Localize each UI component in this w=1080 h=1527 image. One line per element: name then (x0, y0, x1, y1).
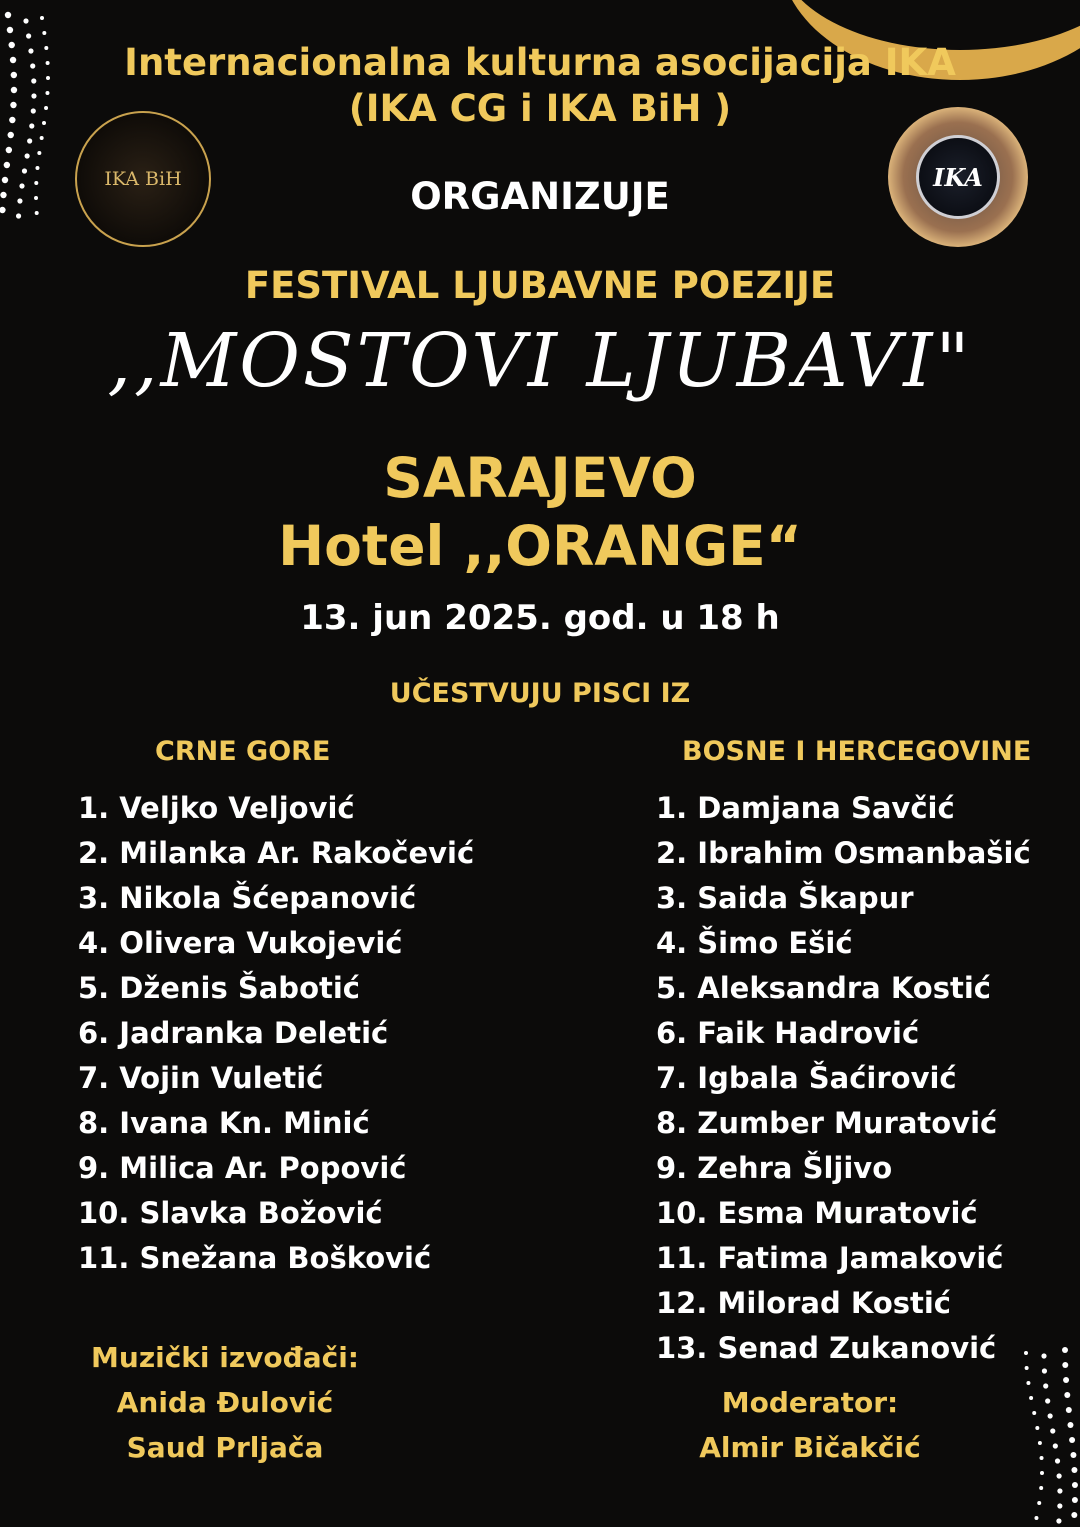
event-venue: Hotel ,,ORANGE“ (278, 514, 802, 578)
decorative-dot (7, 27, 13, 33)
decorative-dot (1064, 1392, 1070, 1398)
festival-name: FESTIVAL LJUBAVNE POEZIJE (244, 264, 836, 307)
decorative-dot (1055, 1458, 1060, 1463)
writer-list-item: 13. Senad Zukanović (656, 1331, 997, 1365)
writer-list-item: 7. Igbala Šaćirović (656, 1061, 957, 1095)
decorative-dot (1029, 1396, 1033, 1400)
writer-list-item: 1. Damjana Savčić (656, 791, 955, 825)
ika-bih-logo-text: IKA BiH (104, 168, 182, 190)
decorative-dot (1057, 1473, 1062, 1478)
decorative-dot (1045, 1398, 1050, 1403)
writer-list-item: 11. Fatima Jamaković (656, 1241, 1004, 1275)
writer-list-item: 4. Šimo Ešić (656, 926, 853, 960)
writer-list-item: 1. Veljko Veljović (78, 791, 355, 825)
organizuje-label: ORGANIZUJE (410, 175, 670, 218)
music-performer-name: Anida Đulović (116, 1386, 334, 1419)
writer-list-item: 6. Faik Hadrović (656, 1016, 920, 1050)
writer-list-item: 5. Dženis Šabotić (78, 971, 360, 1005)
writer-list-item: 6. Jadranka Deletić (78, 1016, 389, 1050)
decorative-dot (1062, 1347, 1068, 1353)
decorative-dot (1032, 1411, 1036, 1415)
participants-heading: UČESTVUJU PISCI IZ (389, 678, 691, 709)
decorative-dot (1048, 1413, 1053, 1418)
event-date: 13. jun 2025. god. u 18 h (300, 598, 780, 638)
decorative-dot (4, 162, 10, 168)
montenegro-writers-list (78, 786, 474, 1281)
writer-list-item: 11. Snežana Bošković (78, 1241, 432, 1275)
writer-list-item: 4. Olivera Vukojević (78, 926, 403, 960)
decorative-dot (6, 147, 12, 153)
decorative-dot (25, 153, 30, 158)
decorative-dot (40, 136, 44, 140)
decorative-dot (1040, 1456, 1044, 1460)
decorative-dot (1043, 1383, 1048, 1388)
decorative-dot (1066, 1407, 1072, 1413)
event-city: SARAJEVO (383, 446, 697, 510)
decorative-dot (27, 138, 32, 143)
decorative-dot (1071, 1467, 1077, 1473)
decorative-dot (8, 132, 14, 138)
writer-list-item: 2. Ibrahim Osmanbašić (656, 836, 1031, 870)
decorative-dot (5, 12, 11, 18)
bih-writers-list (656, 786, 1031, 1371)
moderator-name: Almir Bičakčić (699, 1431, 921, 1464)
decorative-dot (1070, 1452, 1076, 1458)
writer-list-item: 10. Slavka Božović (78, 1196, 383, 1230)
writer-list-item: 10. Esma Muratović (656, 1196, 978, 1230)
decorative-dot (1071, 1512, 1077, 1518)
decorative-dot (1053, 1443, 1058, 1448)
decorative-dot (1056, 1518, 1061, 1523)
music-performers-label: Muzički izvođači: (91, 1341, 359, 1374)
decorative-dot (1034, 1516, 1038, 1520)
decorative-dot (23, 18, 28, 23)
decorative-dot (42, 31, 46, 35)
bih-column-title: BOSNE I HERCEGOVINE (682, 736, 1032, 767)
decorative-dot (1038, 1441, 1042, 1445)
decorative-dot (1041, 1353, 1046, 1358)
writer-list-item: 9. Milica Ar. Popović (78, 1151, 407, 1185)
music-performers (60, 1335, 390, 1470)
decorative-dot (1026, 1381, 1030, 1385)
music-performer-name: Saud Prljača (126, 1431, 324, 1464)
decorative-dot (1042, 1368, 1047, 1373)
writer-list-item: 12. Milorad Kostić (656, 1286, 951, 1320)
writer-list-item: 8. Ivana Kn. Minić (78, 1106, 370, 1140)
decorative-dot (1069, 1437, 1075, 1443)
moderator-block (640, 1380, 980, 1470)
decorative-dot (1067, 1422, 1073, 1428)
decorative-dot (26, 33, 31, 38)
decorative-dot (37, 151, 41, 155)
organization-line-1: Internacionalna kulturna asocijacija IKA (124, 41, 956, 84)
writer-list-item: 7. Vojin Vuletić (78, 1061, 324, 1095)
decorative-dot (40, 16, 44, 20)
decorative-dot (1062, 1362, 1068, 1368)
decorative-dot (1035, 1426, 1039, 1430)
organization-line-2: (IKA CG i IKA BiH ) (348, 87, 732, 130)
decorative-dot (1057, 1488, 1062, 1493)
decorative-dot (35, 166, 39, 170)
decorative-dot (1050, 1428, 1055, 1433)
montenegro-column-title: CRNE GORE (155, 736, 331, 767)
writer-list-item: 8. Zumber Muratović (656, 1106, 998, 1140)
writer-list-item: 9. Zehra Šljivo (656, 1151, 893, 1185)
decorative-dot (1040, 1471, 1044, 1475)
writer-list-item: 3. Nikola Šćepanović (78, 881, 417, 915)
decorative-dot (1057, 1503, 1062, 1508)
writer-list-item: 3. Saida Škapur (656, 881, 914, 915)
ika-medal-logo-text: IKA (933, 162, 983, 192)
moderator-label: Moderator: (721, 1386, 899, 1419)
decorative-dot (1037, 1501, 1041, 1505)
decorative-dot (1063, 1377, 1069, 1383)
decorative-dot (22, 168, 27, 173)
decorative-dot (1072, 1482, 1078, 1488)
writer-list-item: 2. Milanka Ar. Rakočević (78, 836, 475, 870)
festival-title: ,,MOSTOVI LJUBAVI" (107, 318, 973, 404)
writer-list-item: 5. Aleksandra Kostić (656, 971, 991, 1005)
decorative-dot (1039, 1486, 1043, 1490)
decorative-dot (1072, 1497, 1078, 1503)
